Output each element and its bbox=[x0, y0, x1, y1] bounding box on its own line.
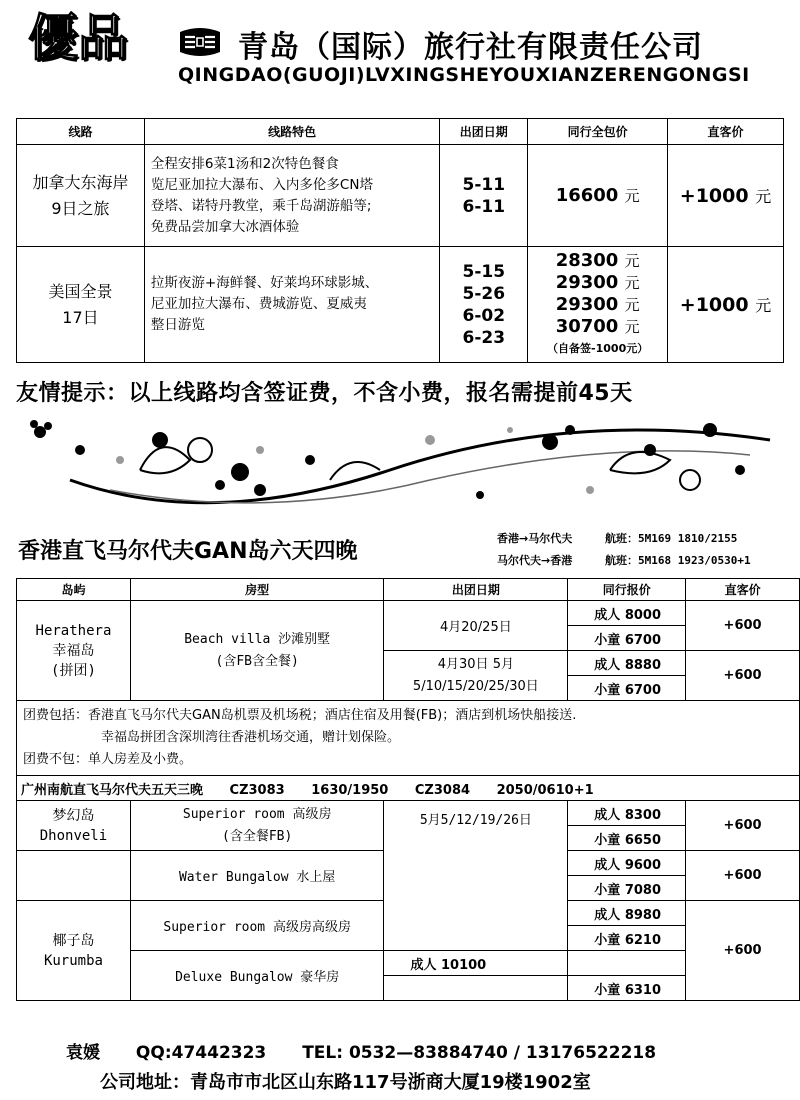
header-island: 岛屿 bbox=[17, 579, 131, 601]
island-name: Herathera 幸福岛 (拼团) bbox=[17, 601, 131, 701]
adult-price: 成人 9600 bbox=[568, 851, 686, 876]
route-features: 拉斯夜游+海鲜餐、好莱坞环球影城、 尼亚加拉大瀑布、费城游览、夏威夷 整日游览 bbox=[144, 247, 439, 363]
route-name: 美国全景 17日 bbox=[17, 247, 145, 363]
flight-info: 航班：5M168 1923/0530+1 bbox=[605, 554, 751, 567]
direct-price: +600 bbox=[686, 601, 800, 651]
contact-line bbox=[66, 1038, 686, 1063]
route-name: 加拿大东海岸9日之旅 bbox=[17, 145, 145, 247]
maldives-table bbox=[16, 578, 800, 1001]
header-dates: 出团日期 bbox=[440, 119, 528, 145]
island-name: 椰子岛 Kurumba bbox=[17, 901, 131, 1001]
table-row bbox=[17, 801, 800, 826]
island-name: 梦幻岛 Dhonveli bbox=[17, 801, 131, 851]
header-direct-price: 直客价 bbox=[686, 579, 800, 601]
adult-price: 成人 8300 bbox=[568, 801, 686, 826]
header-trade-price: 同行全包价 bbox=[528, 119, 668, 145]
company-address: 公司地址：青岛市市北区山东路117号浙商大厦19楼1902室 bbox=[100, 1072, 591, 1093]
child-price: 小童 6210 bbox=[568, 926, 686, 951]
table-row bbox=[17, 145, 784, 247]
room-type: Beach villa 沙滩别墅 (含FB含全餐) bbox=[130, 601, 384, 701]
room-type: Superior room 高级房 (含全餐FB) bbox=[130, 801, 384, 851]
child-price: 小童 6650 bbox=[568, 826, 686, 851]
company-logo: 優品 bbox=[28, 8, 128, 67]
direct-price: +600 bbox=[686, 801, 800, 851]
trade-price: 16600 元 bbox=[528, 145, 668, 247]
flight-route: 马尔代夫→香港 bbox=[497, 554, 573, 567]
contact-tel: TEL: 0532—83884740 / 13176522218 bbox=[302, 1043, 657, 1063]
child-price: 小童 6700 bbox=[568, 626, 686, 651]
departure-dates: 5-11 6-11 bbox=[440, 145, 528, 247]
room-type: Deluxe Bungalow 豪华房 bbox=[130, 951, 384, 1001]
header-dates: 出团日期 bbox=[384, 579, 568, 601]
adult-price: 成人 10100 bbox=[384, 951, 568, 976]
header-route: 线路 bbox=[17, 119, 145, 145]
departure-dates: 5-15 5-26 6-02 6-23 bbox=[440, 247, 528, 363]
direct-price: +600 bbox=[686, 901, 800, 1001]
contact-qq: QQ:47442323 bbox=[135, 1043, 267, 1063]
flight-info: 航班：5M169 1810/2155 bbox=[605, 532, 738, 545]
direct-price: +1000 元 bbox=[668, 145, 784, 247]
contact-name: 袁媛 bbox=[66, 1043, 100, 1063]
adult-price: 成人 8000 bbox=[568, 601, 686, 626]
table-row bbox=[17, 247, 784, 363]
guangzhou-flight-info: 广州南航直飞马尔代夫五天三晚 CZ3083 1630/1950 CZ3084 2050/0610+1 bbox=[17, 776, 800, 801]
header-features: 线路特色 bbox=[144, 119, 439, 145]
departure-dates: 4月30日 5月 5/10/15/20/25/30日 bbox=[384, 651, 568, 701]
departure-dates: 4月20/25日 bbox=[384, 601, 568, 651]
company-name-cn: 青岛（国际）旅行社有限责任公司 bbox=[238, 30, 703, 65]
direct-price: +600 bbox=[686, 651, 800, 701]
trade-price: 28300 元 29300 元 29300 元 30700 元 （自备签-1000元） bbox=[528, 247, 668, 363]
adult-price: 成人 8980 bbox=[568, 901, 686, 926]
tour-routes-table bbox=[16, 118, 784, 363]
child-price: 小童 6310 bbox=[568, 976, 686, 1001]
header-direct-price: 直客价 bbox=[668, 119, 784, 145]
child-price: 小童 7080 bbox=[568, 876, 686, 901]
room-type: Superior room 高级房高级房 bbox=[130, 901, 384, 951]
departure-dates: 5月5/12/19/26日 bbox=[384, 801, 568, 951]
child-price: 小童 6700 bbox=[568, 676, 686, 701]
island-name bbox=[17, 851, 131, 901]
floral-divider-icon bbox=[10, 410, 790, 520]
header-trade-price: 同行报价 bbox=[568, 579, 686, 601]
price-note: （自备签-1000元） bbox=[547, 342, 649, 355]
emblem-icon bbox=[176, 26, 224, 58]
table-row bbox=[17, 601, 800, 626]
maldives-title: 香港直飞马尔代夫GAN岛六天四晚 bbox=[18, 539, 358, 564]
package-includes: 团费包括：香港直飞马尔代夫GAN岛机票及机场税；酒店住宿及用餐(FB)；酒店到机场快船接送. 幸福岛拼团含深圳湾往香港机场交通，赠计划保险。 团费不包：单人房差及小费。 bbox=[17, 701, 800, 776]
flight-route: 香港→马尔代夫 bbox=[497, 532, 573, 545]
route-features: 全程安排6菜1汤和2次特色餐食 览尼亚加拉大瀑布、入内多伦多CN塔 登塔、诺特丹教堂，乘千岛湖游船等; 免费品尝加拿大冰酒体验 bbox=[144, 145, 439, 247]
adult-price: 成人 8880 bbox=[568, 651, 686, 676]
direct-price: +600 bbox=[686, 851, 800, 901]
company-name-en: QINGDAO(GUOJI)LVXINGSHEYOUXIANZERENGONGSI bbox=[178, 64, 750, 86]
room-type: Water Bungalow 水上屋 bbox=[130, 851, 384, 901]
direct-price: +1000 元 bbox=[668, 247, 784, 363]
header-room: 房型 bbox=[130, 579, 384, 601]
friendly-tip: 友情提示：以上线路均含签证费，不含小费，报名需提前45天 bbox=[16, 381, 633, 406]
